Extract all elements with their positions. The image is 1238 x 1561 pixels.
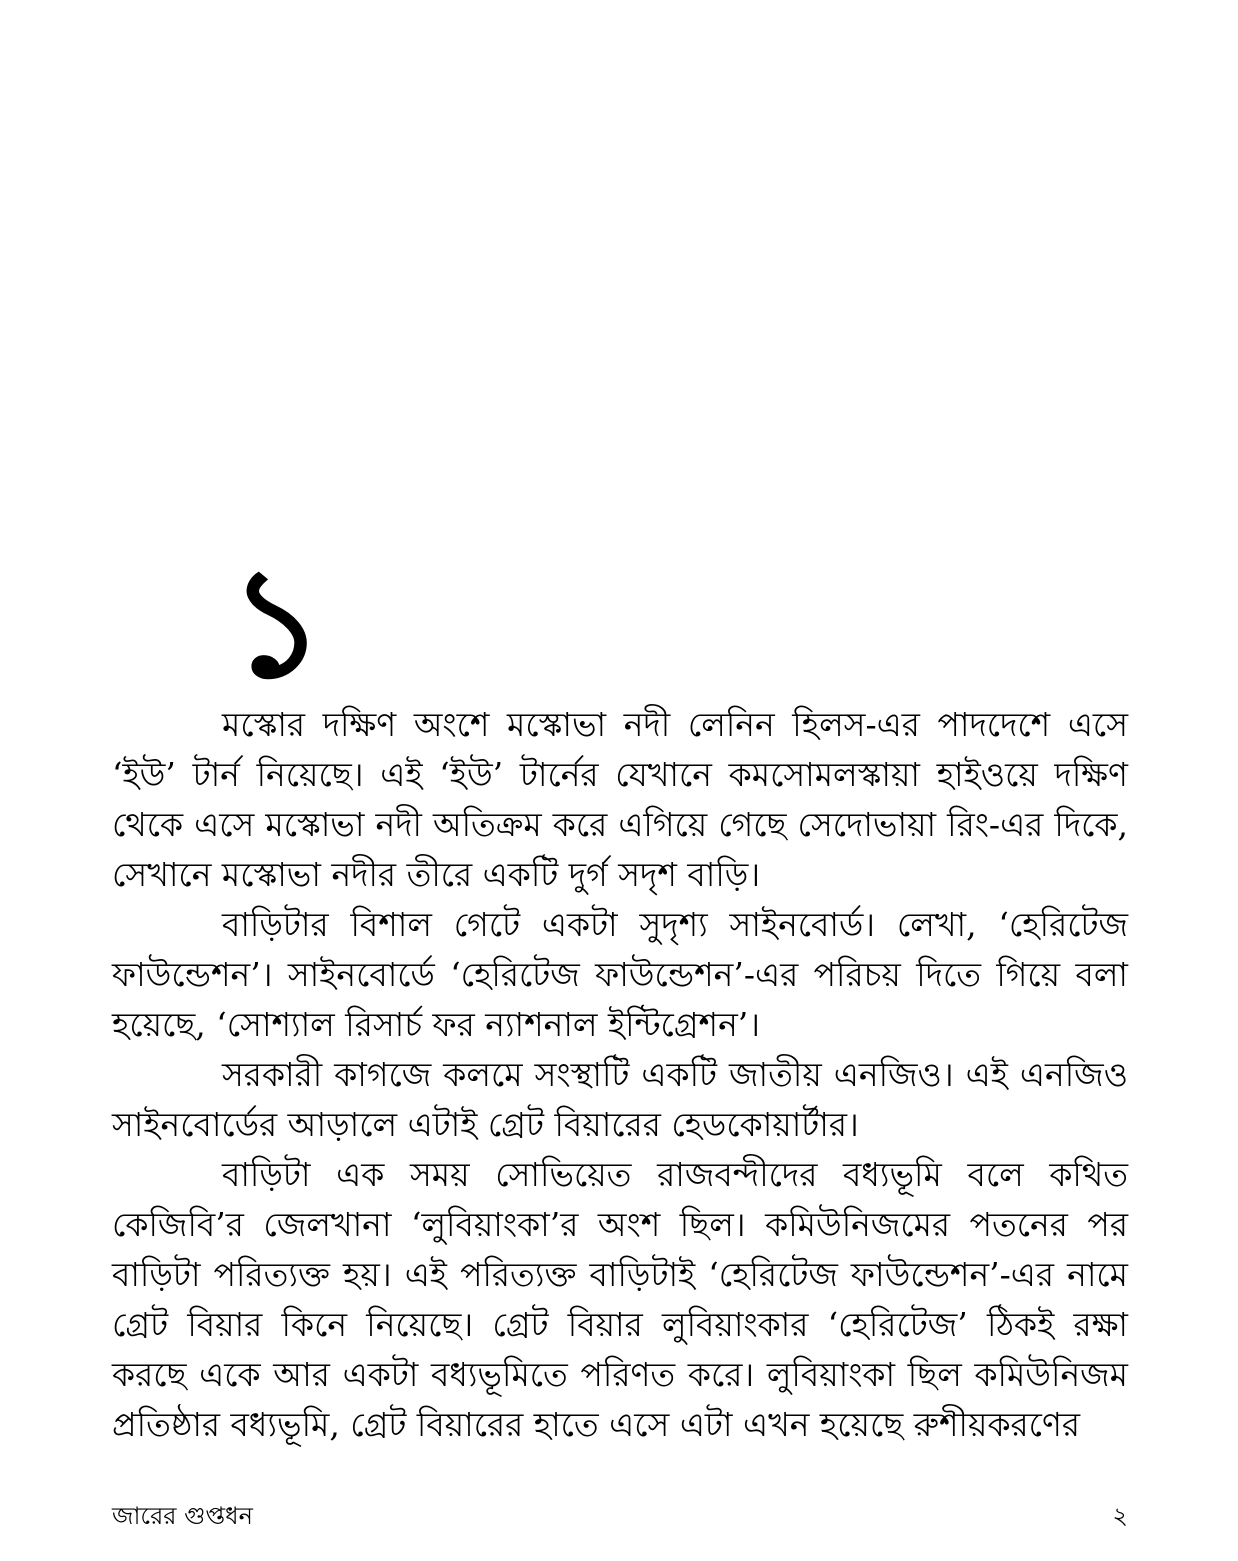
paragraph: মস্কোর দক্ষিণ অংশে মস্কোভা নদী লেনিন হিলস-এর পাদদেশে এসে ‘ইউ’ টার্ন নিয়েছে। এই ‘ইউ’ টার্নের যেখানে কমসোমলস্কায়া হাইওয়ে দক্ষিণ থেকে এসে মস্কোভা নদী অতিক্রম করে এগিয়ে গেছে সেদোভায়া রিং-এর দিকে, সেখানে মস্কোভা নদীর তীরে একটি দুর্গ সদৃশ বাড়ি।	[112, 705, 1128, 894]
page-footer	[112, 1498, 1128, 1538]
paragraph: সরকারী কাগজে কলমে সংস্থাটি একটি জাতীয় এনজিও। এই এনজিও সাইনবোর্ডের আড়ালে এটাই গ্রেট বিয়ারের হেডকোয়ার্টার।	[112, 1055, 1128, 1144]
paragraph: বাড়িটা এক সময় সোভিয়েত রাজবন্দীদের বধ্যভূমি বলে কথিত কেজিবি’র জেলখানা ‘লুবিয়াংকা’র অংশ ছিল। কমিউনিজমের পতনের পর বাড়িটা পরিত্যক্ত হয়। এই পরিত্যক্ত বাড়িটাই ‘হেরিটেজ ফাউন্ডেশন’-এর নামে গ্রেট বিয়ার কিনে নিয়েছে। গ্রেট বিয়ার লুবিয়াংকার ‘হেরিটেজ’ ঠিকই রক্ষা করছে একে আর একটা বধ্যভূমিতে পরিণত করে। লুবিয়াংকা ছিল কমিউনিজম প্রতিষ্ঠার বধ্যভূমি, গ্রেট বিয়ারের হাতে এসে এটা এখন হয়েছে রুশীয়করণের	[112, 1155, 1128, 1444]
chapter-body	[112, 700, 1128, 1450]
paragraph: বাড়িটার বিশাল গেটে একটা সুদৃশ্য সাইনবোর্ড। লেখা, ‘হেরিটেজ ফাউন্ডেশন’। সাইনবোর্ডে ‘হেরিটেজ ফাউন্ডেশন’-এর পরিচয় দিতে গিয়ে বলা হয়েছে, ‘সোশ্যাল রিসার্চ ফর ন্যাশনাল ইন্টিগ্রেশন’।	[112, 905, 1128, 1044]
footer-book-title: জারের গুপ্তধন	[112, 1502, 253, 1530]
chapter-number: ১	[228, 535, 326, 711]
footer-page-number: ২	[1112, 1502, 1128, 1530]
